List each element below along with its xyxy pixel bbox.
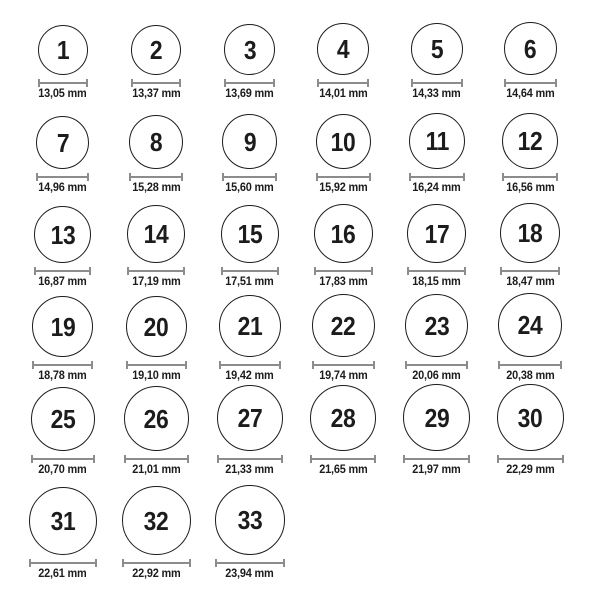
diameter-label: 21,33 mm [225,464,274,476]
ring-circle [403,384,470,451]
measure-bar [126,458,187,460]
ring-size-cell [110,386,204,476]
diameter-label: 17,83 mm [319,276,368,288]
ring-size-number: 5 [430,34,443,64]
ring-size-number: 29 [424,402,450,433]
measure-bar [413,82,461,84]
ring-size-cell [16,116,110,194]
ring-circle [32,296,93,357]
diameter-label: 23,94 mm [225,568,274,580]
diameter-measure-line [502,173,558,181]
diameter-label: 19,10 mm [132,370,181,382]
measure-bar [34,364,91,366]
ring-circle [411,23,463,75]
diameter-label: 22,29 mm [506,464,555,476]
measure-bar [128,364,185,366]
diameter-measure-line [34,267,91,275]
measure-bar [40,82,86,84]
ring-size-number: 13 [50,219,76,250]
chart-row [0,6,600,100]
ring-size-number: 33 [237,505,263,535]
ring-size-cell [484,203,578,288]
ring-circle [224,24,275,75]
diameter-label: 14,33 mm [412,88,461,100]
diameter-measure-line [126,361,187,369]
measure-bar [504,176,556,178]
ring-size-number: 7 [56,127,69,158]
diameter-measure-line [129,173,183,181]
diameter-measure-line [314,267,373,275]
ring-circle [502,113,558,169]
diameter-label: 21,97 mm [412,464,461,476]
diameter-measure-line [122,559,191,567]
diameter-measure-line [310,455,376,463]
ring-size-number: 16 [330,218,356,249]
diameter-label: 19,74 mm [319,370,368,382]
ring-size-number: 6 [524,33,537,64]
ring-circle [36,116,89,169]
diameter-label: 14,01 mm [319,88,368,100]
ring-circle [219,295,281,357]
ring-size-cell [110,25,204,100]
diameter-measure-line [409,173,465,181]
diameter-measure-line [36,173,89,181]
ring-circle [316,114,371,169]
diameter-label: 15,28 mm [132,182,181,194]
measure-bar [33,458,93,460]
ring-size-number: 4 [337,34,350,64]
ring-size-number: 21 [237,311,263,341]
ring-size-cell [203,114,297,194]
ring-size-number: 17 [424,218,450,249]
measure-bar [312,458,374,460]
measure-bar [224,176,275,178]
ring-size-number: 12 [517,126,543,156]
measure-bar [129,270,183,272]
ring-size-cell [16,487,110,580]
diameter-label: 19,42 mm [225,370,274,382]
diameter-measure-line [124,455,189,463]
ring-circle [127,205,185,263]
measure-bar [405,458,468,460]
ring-circle [497,384,564,451]
ring-circle [124,386,189,451]
chart-row [0,194,600,288]
ring-size-number: 25 [50,404,76,434]
ring-circle [500,203,560,263]
ring-size-cell [203,485,297,580]
ring-circle [131,25,181,75]
measure-bar [221,364,279,366]
ring-size-number: 32 [143,505,169,536]
diameter-measure-line [127,267,185,275]
diameter-label: 18,15 mm [412,276,461,288]
ring-size-cell [16,25,110,100]
ring-circle [312,294,375,357]
ring-circle [222,114,277,169]
diameter-label: 14,64 mm [506,88,555,100]
diameter-label: 18,78 mm [38,370,87,382]
diameter-measure-line [222,173,277,181]
ring-size-number: 31 [50,506,76,536]
measure-bar [38,176,87,178]
ring-size-number: 15 [237,219,263,249]
diameter-label: 18,47 mm [506,276,555,288]
measure-bar [131,176,181,178]
diameter-measure-line [131,79,181,87]
ring-size-cell [390,113,484,194]
measure-bar [314,364,373,366]
ring-size-cell [110,205,204,288]
ring-circle [126,296,187,357]
ring-size-number: 1 [56,35,69,65]
chart-row [0,476,600,580]
diameter-label: 17,19 mm [132,276,181,288]
chart-row [0,100,600,194]
ring-size-cell [297,385,391,476]
measure-bar [319,82,367,84]
measure-bar [409,270,464,272]
ring-size-cell [484,384,578,476]
diameter-label: 16,24 mm [412,182,461,194]
ring-size-number: 19 [50,311,76,342]
ring-size-cell [203,385,297,476]
diameter-label: 14,96 mm [38,182,87,194]
diameter-measure-line [411,79,463,87]
ring-circle [498,293,562,357]
measure-bar [217,562,283,564]
ring-circle [34,206,91,263]
diameter-measure-line [316,173,371,181]
measure-bar [316,270,371,272]
ring-size-cell [110,115,204,194]
ring-circle [29,487,97,555]
ring-size-number: 27 [237,403,263,433]
diameter-label: 13,05 mm [38,88,87,100]
ring-size-cell [390,384,484,476]
diameter-label: 13,69 mm [225,88,274,100]
ring-circle [317,23,369,75]
measure-bar [506,82,555,84]
ring-size-number: 14 [143,219,169,249]
ring-size-cell [390,23,484,100]
diameter-label: 21,65 mm [319,464,368,476]
ring-size-cell [16,387,110,476]
diameter-measure-line [29,559,97,567]
ring-size-number: 3 [243,34,256,65]
ring-circle [217,385,283,451]
ring-circle [221,205,279,263]
ring-size-cell [484,22,578,100]
measure-bar [318,176,369,178]
chart-row [0,288,600,382]
ring-size-cell [16,206,110,288]
diameter-measure-line [215,559,285,567]
diameter-label: 22,61 mm [38,568,87,580]
diameter-label: 15,92 mm [319,182,368,194]
ring-size-number: 8 [150,127,163,157]
diameter-measure-line [38,79,88,87]
ring-circle [31,387,95,451]
ring-size-number: 28 [330,403,356,433]
diameter-measure-line [32,361,93,369]
ring-circle [129,115,183,169]
ring-size-cell [390,294,484,382]
diameter-measure-line [221,267,279,275]
ring-size-cell [110,486,204,580]
ring-size-cell [484,113,578,194]
diameter-label: 13,37 mm [132,88,181,100]
diameter-measure-line [403,455,470,463]
ring-size-number: 10 [330,126,356,157]
diameter-measure-line [317,79,369,87]
diameter-label: 21,01 mm [132,464,181,476]
diameter-measure-line [407,267,466,275]
ring-circle [407,204,466,263]
diameter-label: 22,92 mm [132,568,181,580]
measure-bar [223,270,277,272]
diameter-measure-line [498,361,562,369]
diameter-measure-line [312,361,375,369]
diameter-label: 17,51 mm [225,276,274,288]
ring-circle [504,22,557,75]
ring-size-cell [297,294,391,382]
ring-circle [122,486,191,555]
ring-size-number: 18 [517,218,543,248]
ring-size-number: 24 [517,310,543,340]
measure-bar [226,82,273,84]
ring-size-cell [203,295,297,382]
ring-size-number: 9 [243,126,256,157]
measure-bar [124,562,189,564]
measure-bar [499,458,562,460]
ring-size-number: 2 [150,35,163,65]
diameter-measure-line [224,79,275,87]
ring-circle [38,25,88,75]
diameter-measure-line [31,455,95,463]
diameter-measure-line [219,361,281,369]
ring-size-cell [297,114,391,194]
diameter-measure-line [500,267,560,275]
diameter-label: 16,87 mm [38,276,87,288]
ring-size-cell [16,296,110,382]
ring-size-cell [484,293,578,382]
diameter-label: 15,60 mm [225,182,274,194]
ring-circle [409,113,465,169]
ring-size-cell [203,24,297,100]
diameter-measure-line [405,361,468,369]
ring-size-cell [203,205,297,288]
measure-bar [500,364,560,366]
ring-circle [405,294,468,357]
diameter-label: 20,38 mm [506,370,555,382]
measure-bar [36,270,89,272]
ring-size-number: 26 [143,403,169,434]
ring-size-cell [297,23,391,100]
measure-bar [133,82,179,84]
ring-circle [314,204,373,263]
chart-row [0,382,600,476]
ring-size-cell [110,296,204,382]
ring-size-number: 11 [425,126,449,156]
diameter-measure-line [504,79,557,87]
ring-size-number: 30 [517,402,543,433]
ring-size-number: 22 [330,310,356,341]
ring-circle [215,485,285,555]
diameter-label: 20,06 mm [412,370,461,382]
ring-circle [310,385,376,451]
measure-bar [411,176,463,178]
measure-bar [31,562,95,564]
ring-size-number: 23 [424,310,450,341]
ring-size-cell [297,204,391,288]
diameter-label: 16,56 mm [506,182,555,194]
diameter-measure-line [217,455,283,463]
measure-bar [502,270,558,272]
measure-bar [407,364,466,366]
ring-size-number: 20 [143,311,169,342]
ring-size-cell [390,204,484,288]
diameter-measure-line [497,455,564,463]
diameter-label: 20,70 mm [38,464,87,476]
measure-bar [219,458,281,460]
